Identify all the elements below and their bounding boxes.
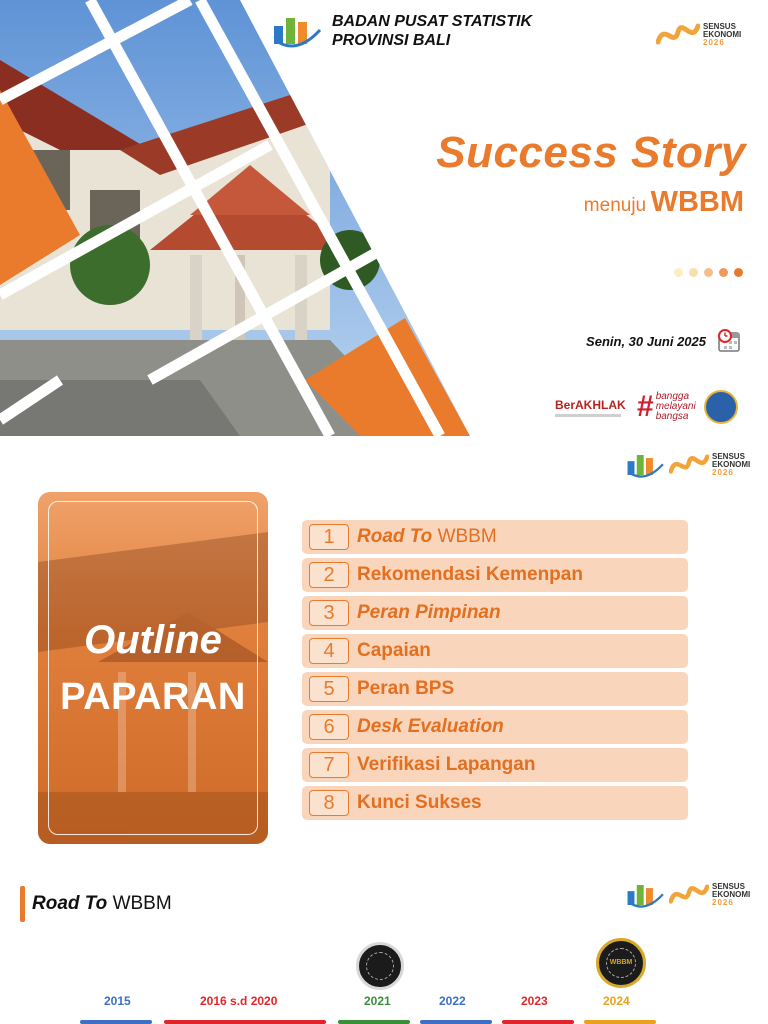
sensus-text [703,23,741,47]
berakhlak-logo [555,392,629,422]
title-slide [0,0,768,436]
outline-item[interactable] [302,748,688,782]
road-to-wbbm-slide [0,868,768,1024]
outline-number: 5 [309,676,349,702]
card-frame [48,501,258,835]
outline-item[interactable] [302,558,688,592]
subtitle-main: WBBM [650,186,744,218]
decorative-dot [704,268,713,277]
outline-item[interactable] [302,710,688,744]
outline-label: Rekomendasi Kemenpan [357,564,583,585]
timeline-segment [338,1020,410,1024]
bps-logo-small-icon [626,450,666,480]
outline-heading: Outline [84,618,222,662]
outline-label-italic: Road To [357,526,433,547]
sensus-line2: EKONOMI [712,890,751,899]
outline-label: Desk Evaluation [357,716,504,737]
slide-heading [20,886,172,922]
presentation-date: Senin, 30 Juni 2025 [586,333,706,349]
outline-number: 4 [309,638,349,664]
timeline-year: 2023 [521,994,548,1008]
decorative-dot [689,268,698,277]
timeline-year: 2024 [603,994,630,1008]
outline-slide [0,436,768,868]
heading-text [32,893,172,915]
sensus-swirl-icon [669,451,709,479]
subtitle-prefix: menuju [583,195,647,216]
outline-item[interactable] [302,520,688,554]
outline-label: Capaian [357,640,431,661]
seal-wbbm-text: WBBM [609,959,633,966]
heading-rest: WBBM [112,893,172,914]
outline-list [302,520,688,824]
sensus-line1: SENSUS [703,22,736,31]
sensus-line2: EKONOMI [712,460,751,469]
decorative-dot [674,268,683,277]
timeline-year: 2016 s.d 2020 [200,994,278,1008]
slide2-logos [626,450,750,480]
berakhlak-text: BerAKHLAK [555,397,626,412]
berakhlak-underline [555,414,621,417]
sensus-text-2 [712,453,750,477]
sensus-swirl-icon [669,881,709,909]
outline-number: 8 [309,790,349,816]
timeline-segment [584,1020,656,1024]
sensus-year: 2026 [703,38,725,47]
bangga-word-3: bangsa [655,411,689,422]
sensus-line1: SENSUS [712,452,745,461]
reformasi-birokrasi-seal-icon [704,390,738,424]
slide3-logos [626,880,750,910]
bps-logo-icon [272,12,324,50]
outline-number: 1 [309,524,349,550]
bangga-words [656,392,696,422]
bps-header [272,12,532,50]
outline-number: 7 [309,752,349,778]
timeline-segment [164,1020,326,1024]
hashtag-icon: # [637,390,654,423]
outline-item[interactable] [302,786,688,820]
bps-title [332,12,532,50]
outline-number: 3 [309,600,349,626]
timeline-segment [420,1020,492,1024]
bangga-melayani-bangsa-logo [637,392,696,422]
sensus-line2: EKONOMI [703,30,742,39]
outline-label: Peran BPS [357,678,455,699]
core-values-logos [555,390,738,424]
outline-label [357,526,497,548]
sensus-year: 2026 [712,468,734,477]
sensus-ekonomi-logo [656,20,741,50]
timeline-year: 2015 [104,994,131,1008]
heading-accent-bar [20,886,25,922]
timeline-segment [502,1020,574,1024]
bangga-word-1: bangga [655,391,690,402]
hero-title: Success Story [436,128,746,177]
outline-label: Verifikasi Lapangan [357,754,536,775]
bps-title-line1: BADAN PUSAT STATISTIK [332,13,532,30]
timeline-year: 2021 [364,994,391,1008]
building-photo-collage [0,0,470,436]
decorative-dot [719,268,728,277]
wbbm-seal-icon [596,938,646,988]
paparan-heading: PAPARAN [60,676,246,718]
seal-ring [366,952,394,980]
outline-label: Kunci Sukses [357,792,482,813]
sensus-year: 2026 [712,898,734,907]
outline-card [38,492,268,844]
date-row [586,328,742,354]
sensus-line1: SENSUS [712,882,745,891]
outline-number: 2 [309,562,349,588]
outline-item[interactable] [302,672,688,706]
heading-italic: Road To [32,893,108,914]
bangga-word-2: melayani [655,401,696,412]
outline-item[interactable] [302,634,688,668]
bps-title-line2: PROVINSI BALI [332,32,451,49]
outline-label: Peran Pimpinan [357,602,501,623]
bps-logo-small-icon [626,880,666,910]
timeline-segment [80,1020,152,1024]
timeline-year: 2022 [439,994,466,1008]
calendar-clock-icon [716,328,742,354]
outline-item[interactable] [302,596,688,630]
sensus-swirl-icon [656,20,700,50]
outline-label-rest: WBBM [437,526,497,547]
decorative-dot [734,268,743,277]
decorative-dots [674,268,743,277]
wbk-seal-icon [356,942,404,990]
sensus-text-3 [712,883,750,907]
outline-number: 6 [309,714,349,740]
hero-subtitle [584,186,744,219]
